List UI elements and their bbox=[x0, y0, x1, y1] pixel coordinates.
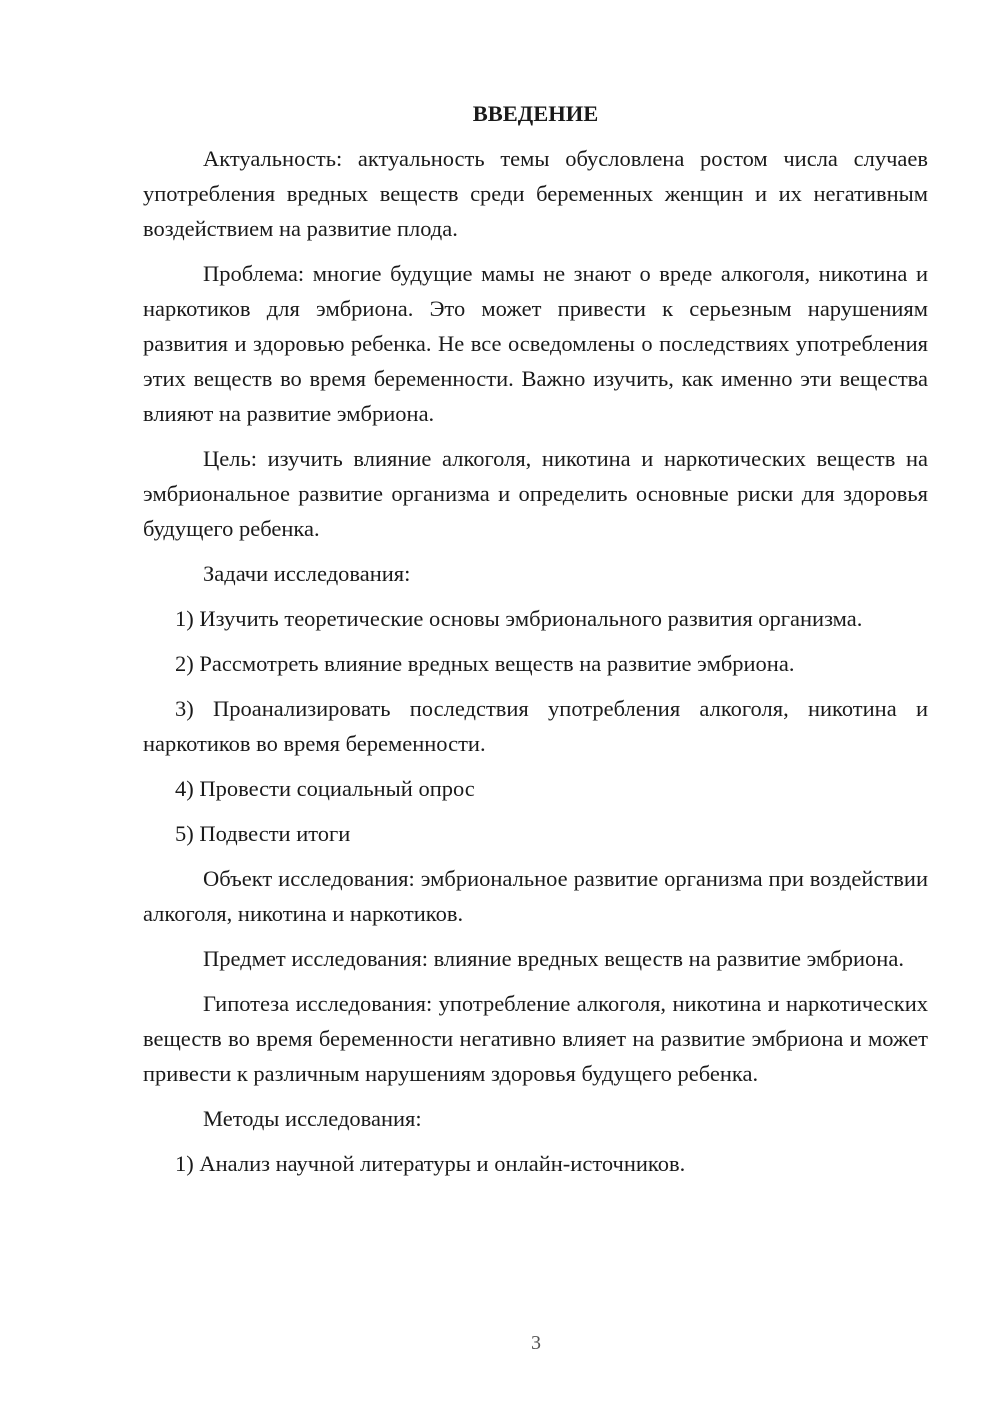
hypothesis-paragraph: Гипотеза исследования: употребление алкоголя, никотина и наркотических веществ во время беременности негативно влияет на развитие эмбриона и может привести к различным нарушениям здоровья будущего ребенка. bbox=[143, 991, 928, 1086]
goal-paragraph: Цель: изучить влияние алкоголя, никотина и наркотических веществ на эмбриональное развитие организма и определить основные риски для здоровья будущего ребенка. bbox=[143, 446, 928, 541]
page-content bbox=[143, 96, 928, 1191]
task-item: 3) Проанализировать последствия употребления алкоголя, никотина и наркотиков во время беременности. bbox=[143, 696, 928, 756]
methods-heading: Методы исследования: bbox=[203, 1106, 422, 1131]
task-item: 5) Подвести итоги bbox=[175, 821, 351, 846]
task-item: 2) Рассмотреть влияние вредных веществ на развитие эмбриона. bbox=[175, 651, 795, 676]
relevance-paragraph: Актуальность: актуальность темы обусловлена ростом числа случаев употребления вредных веществ среди беременных женщин и их негативным воздействием на развитие плода. bbox=[143, 146, 928, 241]
task-item: 1) Изучить теоретические основы эмбрионального развития организма. bbox=[175, 606, 863, 631]
subject-paragraph: Предмет исследования: влияние вредных веществ на развитие эмбриона. bbox=[203, 946, 904, 971]
task-item: 4) Провести социальный опрос bbox=[175, 776, 475, 801]
page-number: 3 bbox=[531, 1332, 541, 1354]
tasks-heading: Задачи исследования: bbox=[203, 561, 411, 586]
method-item: 1) Анализ научной литературы и онлайн-источников. bbox=[175, 1151, 686, 1176]
object-paragraph: Объект исследования: эмбриональное развитие организма при воздействии алкоголя, никотина и наркотиков. bbox=[143, 866, 928, 926]
problem-paragraph: Проблема: многие будущие мамы не знают о вреде алкоголя, никотина и наркотиков для эмбриона. Это может привести к серьезным нарушениям развития и здоровью ребенка. Не все осведомлены о последствиях употребления этих веществ во время беременности. Важно изучить, как именно эти вещества влияют на развитие эмбриона. bbox=[143, 261, 928, 426]
section-title: ВВЕДЕНИЕ bbox=[472, 101, 599, 126]
